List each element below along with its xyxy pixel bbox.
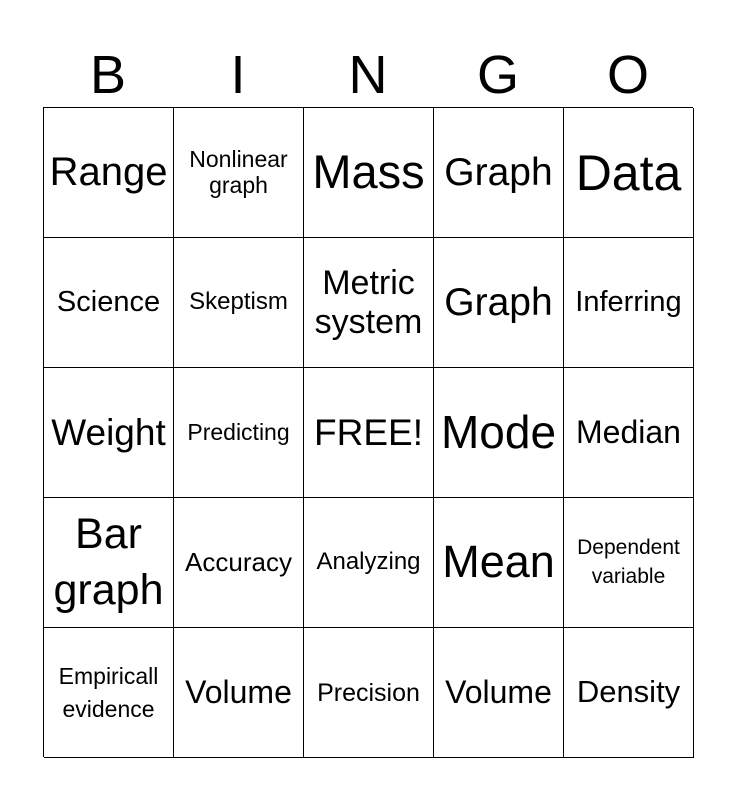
- cell-label: Volume: [445, 673, 552, 710]
- bingo-cell[interactable]: [434, 368, 564, 498]
- bingo-cell[interactable]: [174, 498, 304, 628]
- cell-label: Predicting: [187, 418, 290, 445]
- bingo-cell[interactable]: [434, 108, 564, 238]
- bingo-cell[interactable]: [44, 238, 174, 368]
- cell-label: Median: [576, 413, 681, 450]
- header-letter-b: B: [89, 45, 127, 105]
- cell-label: Precision: [317, 678, 420, 707]
- bingo-cell[interactable]: [174, 238, 304, 368]
- free-space[interactable]: [304, 368, 434, 498]
- bingo-cell[interactable]: [44, 108, 174, 238]
- cell-label: Graph: [444, 150, 553, 194]
- header-letter-n: N: [348, 45, 388, 105]
- cell-label: FREE!: [314, 411, 423, 453]
- bingo-cell[interactable]: [434, 628, 564, 758]
- cell-label: Data: [575, 144, 682, 201]
- bingo-cell[interactable]: [44, 368, 174, 498]
- cell-label: Empiricall evidence: [58, 663, 159, 722]
- cell-label: Skeptism: [189, 288, 288, 316]
- cell-label: Dependent variable: [577, 536, 680, 588]
- bingo-cell[interactable]: [564, 368, 694, 498]
- bingo-cell[interactable]: [564, 238, 694, 368]
- cell-label: Accuracy: [185, 546, 292, 577]
- cell-label: Inferring: [575, 286, 682, 319]
- bingo-header: [43, 40, 693, 110]
- cell-label: Science: [56, 286, 161, 319]
- bingo-cell[interactable]: [174, 368, 304, 498]
- cell-label: Density: [576, 674, 681, 710]
- cell-label: Mode: [440, 405, 557, 458]
- bingo-cell[interactable]: [304, 628, 434, 758]
- bingo-cell[interactable]: [44, 498, 174, 628]
- bingo-cell[interactable]: [174, 628, 304, 758]
- bingo-board: [43, 107, 693, 757]
- bingo-cell[interactable]: [564, 628, 694, 758]
- bingo-cell[interactable]: [304, 108, 434, 238]
- bingo-cell[interactable]: [44, 628, 174, 758]
- bingo-cell[interactable]: [304, 498, 434, 628]
- bingo-cell[interactable]: [434, 498, 564, 628]
- bingo-cell[interactable]: [304, 238, 434, 368]
- cell-label: Volume: [185, 673, 292, 710]
- cell-label: Analyzing: [316, 548, 421, 576]
- bingo-cell[interactable]: [564, 498, 694, 628]
- cell-label: Nonlinear graph: [189, 145, 288, 198]
- cell-label: Weight: [51, 411, 166, 453]
- cell-label: Mass: [312, 145, 425, 199]
- cell-label: Metric system: [314, 264, 423, 341]
- cell-label: Mean: [442, 536, 555, 588]
- bingo-cell[interactable]: [174, 108, 304, 238]
- header-letter-o: O: [606, 45, 649, 105]
- cell-label: Range: [49, 150, 168, 195]
- bingo-cell[interactable]: [564, 108, 694, 238]
- cell-label: Graph: [444, 280, 553, 324]
- header-letter-g: G: [476, 45, 519, 105]
- header-letter-i: I: [230, 45, 246, 105]
- cell-label: Bar graph: [53, 510, 164, 614]
- bingo-cell[interactable]: [434, 238, 564, 368]
